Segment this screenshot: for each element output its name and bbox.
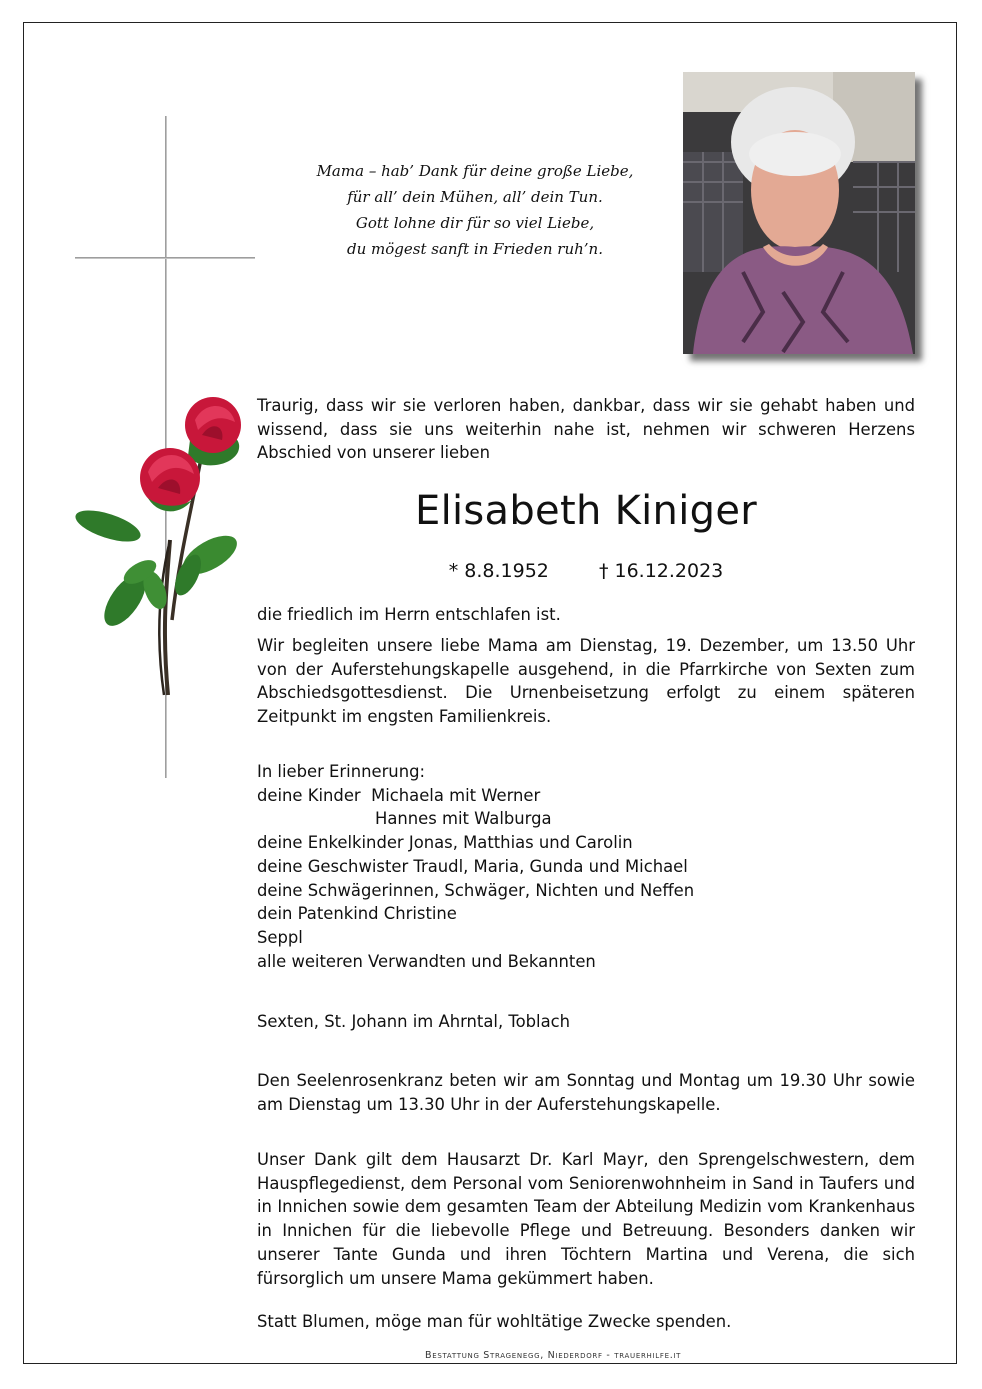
child-entry: Hannes mit Walburga (375, 809, 552, 829)
passed-text: die friedlich im Herrn entschlafen ist. (257, 605, 561, 624)
birth-date: * 8.8.1952 (448, 560, 549, 582)
portrait-image (683, 72, 915, 354)
rosary-text: Den Seelenrosenkranz beten wir am Sonntag und Montag um 19.30 Uhr sowie am Dienstag um 13.30 Uhr in der Auferstehungskapelle. (257, 1071, 915, 1114)
family-line: deine Schwägerinnen, Schwäger, Nichten und Neffen (257, 880, 695, 900)
family-children-row (257, 784, 915, 808)
donation-text: Statt Blumen, möge man für wohltätige Zwecke spenden. (257, 1312, 732, 1331)
poem-line: Mama – hab’ Dank für deine große Liebe, (316, 162, 634, 180)
rose-illustration (70, 390, 250, 705)
deceased-name: Elisabeth Kiniger (415, 488, 757, 534)
poem-line: du mögest sanft in Frieden ruh’n. (347, 240, 603, 258)
family-line: deine Geschwister Traudl, Maria, Gunda und Michael (257, 856, 688, 876)
memorial-poem (300, 158, 650, 262)
family-line: Seppl (257, 927, 303, 947)
poem-line: für all’ dein Mühen, all’ dein Tun. (347, 188, 603, 206)
death-date: † 16.12.2023 (598, 560, 724, 582)
family-heading: In lieber Erinnerung: (257, 762, 426, 781)
family-line: dein Patenkind Christine (257, 904, 457, 924)
family-line: alle weiteren Verwandten und Bekannten (257, 951, 596, 971)
thanks-text: Unser Dank gilt dem Hausarzt Dr. Karl Mayr, den Sprengelschwestern, dem Hauspflegedienst, dem Personal vom Seniorenwohnheim in Sand in Taufers und in Innichen sowie dem gesamten Team der Abteilung Medizin vom Krankenhaus in Innichen für die liebevolle Pflege und Betreuung. Besonders danken wir unserer Tante Gunda und ihren Töchtern Martina und Verena, die sich fürsorglich um unsere Mama gekümmert haben. (257, 1150, 915, 1288)
family-line: deine Enkelkinder Jonas, Matthias und Carolin (257, 833, 633, 853)
cross-horizontal-bar (75, 257, 255, 259)
family-list (257, 760, 915, 973)
life-dates (257, 557, 915, 585)
funeral-text: Wir begleiten unsere liebe Mama am Dienstag, 19. Dezember, um 13.50 Uhr von der Auferstehungskapelle ausgehend, in die Pfarrkirche von Sexten zum Abschiedsgottesdienst. Die Urnenbeisetzung erfolgt zu einem späteren Zeitpunkt im engsten Familienkreis. (257, 636, 915, 727)
poem-line: Gott lohne dir für so viel Liebe, (355, 214, 595, 232)
child-entry: Michaela mit Werner (371, 785, 541, 805)
intro-text: Traurig, dass wir sie verloren haben, dankbar, dass wir sie gehabt haben und wissend, dass sie uns weiterhin nahe ist, nehmen wir schweren Herzens Abschied von unserer lieben (257, 396, 915, 463)
children-label: deine Kinder (257, 785, 361, 805)
funeral-home-footer: Bestattung Stragenegg, Niederdorf - trauerhilfe.it (425, 1350, 682, 1361)
places-text: Sexten, St. Johann im Ahrntal, Toblach (257, 1012, 571, 1031)
portrait-photo (683, 72, 915, 354)
